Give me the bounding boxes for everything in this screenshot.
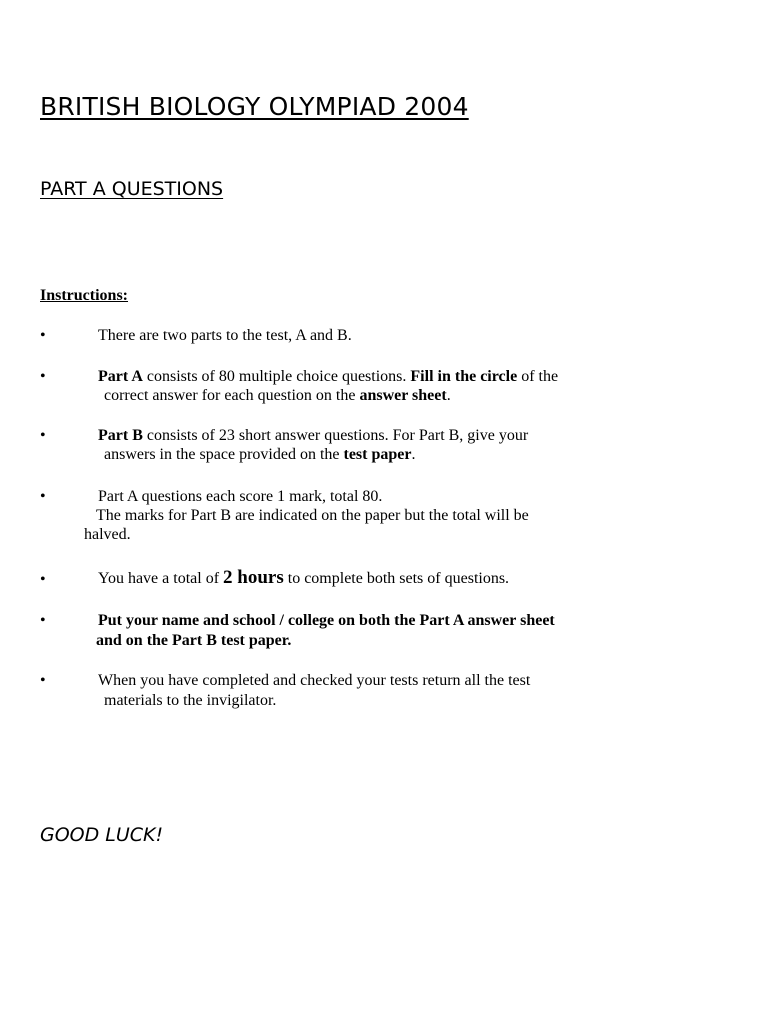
bullet-icon: • — [40, 571, 46, 588]
instruction-text-continued: and on the Part B test paper. — [96, 632, 292, 649]
instruction-text-continued: correct answer for each question on the answer sheet. — [104, 387, 451, 404]
section-title: PART A QUESTIONS — [40, 178, 224, 200]
bullet-icon: • — [40, 672, 46, 689]
bullet-icon: • — [40, 612, 46, 629]
instruction-text: Part A consists of 80 multiple choice questions. Fill in the circle of the — [98, 368, 559, 385]
instruction-text: You have a total of 2 hours to complete both sets of questions. — [98, 567, 510, 588]
instruction-text: When you have completed and checked your tests return all the test — [98, 672, 531, 689]
instruction-text: Part A questions each score 1 mark, total 80. — [98, 488, 383, 505]
bullet-icon: • — [40, 488, 46, 505]
instruction-text: Part B consists of 23 short answer questions. For Part B, give your — [98, 427, 529, 444]
instructions-heading: Instructions: — [40, 287, 129, 304]
instruction-text: Put your name and school / college on both the Part A answer sheet — [98, 612, 555, 629]
bullet-icon: • — [40, 427, 46, 444]
instruction-text: There are two parts to the test, A and B. — [98, 327, 352, 344]
instruction-text-continued: answers in the space provided on the test paper. — [104, 446, 416, 463]
instruction-text-continued: materials to the invigilator. — [104, 692, 277, 709]
bullet-icon: • — [40, 327, 46, 344]
closing-message: GOOD LUCK! — [40, 824, 164, 846]
duration-emphasis: 2 hours — [223, 567, 284, 588]
document-title: BRITISH BIOLOGY OLYMPIAD 2004 — [40, 92, 469, 121]
bullet-icon: • — [40, 368, 46, 385]
instruction-text-continued: halved. — [84, 526, 131, 543]
instruction-text-continued: The marks for Part B are indicated on the paper but the total will be — [96, 507, 529, 524]
